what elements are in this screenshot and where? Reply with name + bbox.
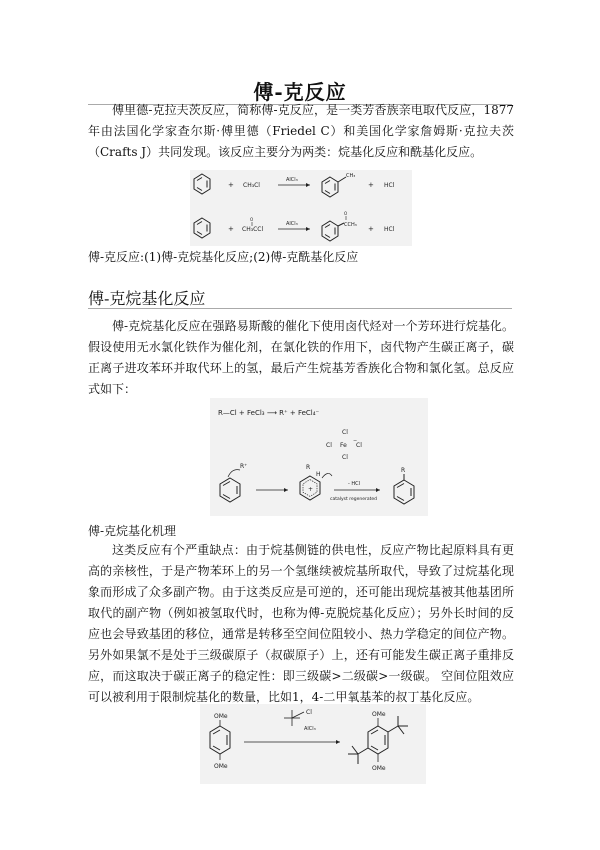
- benzene-ring-start: [220, 478, 240, 502]
- mechanism-scheme: [210, 398, 428, 516]
- tert-butylation-scheme: [200, 704, 426, 784]
- benzene-ring-reactant-2: [194, 218, 210, 238]
- byproduct-label: HCl: [384, 182, 395, 189]
- plus-sign: +: [228, 225, 234, 233]
- section-divider: [88, 308, 512, 309]
- plus-sign: +: [368, 181, 374, 189]
- mechanism-paragraph: 傅-克烷基化反应在强路易斯酸的催化下使用卤代烃对一个芳环进行烷基化。假设使用无水氯化铁作为催化剂，在氯化铁的作用下，卤代物产生碳正离子，碳正离子进攻苯环并取代环上的氢，最后产生烷基芳香族化合物和氯化氢。总反应式如下：: [88, 319, 514, 396]
- product-r: R: [401, 467, 406, 474]
- arrow-head-icon: [284, 488, 288, 492]
- electron-arrow-icon: [228, 470, 240, 477]
- plus-sign: +: [368, 225, 374, 233]
- product-substituent: CCH₃: [344, 222, 357, 228]
- benzene-ring-reactant-1: [194, 174, 210, 194]
- arrow-head-icon: [336, 740, 340, 744]
- mechanism-figure: [210, 398, 428, 516]
- arrow-head-icon: [306, 183, 310, 187]
- electron-arrow-icon: [322, 473, 332, 478]
- page-title: 傅-克反应: [253, 80, 347, 104]
- reagent-label: CH₃Cl: [243, 182, 260, 189]
- intermediate-h: H: [316, 471, 321, 478]
- arrow-head-icon: [306, 227, 310, 231]
- benzene-ring-product-2: [322, 221, 344, 241]
- carbocation-label: R⁺: [240, 463, 248, 470]
- byproduct-label: HCl: [384, 226, 395, 233]
- reaction-figure: [190, 170, 412, 246]
- iron-center: Fe: [340, 442, 347, 449]
- section-heading: 傅-克烷基化反应: [88, 289, 206, 308]
- reagent-label: CH₃CCl: [242, 226, 264, 233]
- figure-caption: 傅-克烷基化机理: [88, 524, 177, 538]
- hcl-loss-label: - HCl: [348, 481, 361, 487]
- chlorine-label: Cl: [306, 709, 312, 716]
- product-substituent: CH₃: [346, 173, 356, 179]
- tert-butyl-chloride: [284, 710, 304, 726]
- figure-caption: 傅-克反应:(1)傅-克烷基化反应;(2)傅-克酰基化反应: [88, 250, 359, 264]
- limitations-paragraph: 这类反应有个严重缺点：由于烷基侧链的供电性，反应产物比起原料具有更高的亲核性，于是产物苯环上的另一个氢继续被烷基所取代，导致了过烷基化现象而形成了众多副产物。由于这类反应是可逆的，还可能出现烷基被其他基团所取代的副产物（例如被氢取代时，也称为傅-克脱烷基化反应）；另外长时间的反应也会导致基团的移位，通常是转移至空间位阻较小、热力学稳定的间位产物。另外如果氯不是处于三级碳原子（叔碳原子）上，还有可能发生碳正离子重排反应，而这取决于碳正离子的稳定性：即三级碳>二级碳>一级碳。 空间位阻效应可以被利用于限制烷基化的数量，比如1，4-二甲氧基苯的叔丁基化反应。: [88, 543, 514, 704]
- methoxy-top: OMe: [214, 713, 228, 720]
- tert-butylation-figure: [200, 704, 426, 784]
- iron-charge: −: [353, 438, 358, 444]
- benzene-ring-product: [394, 474, 414, 504]
- product-methoxy-top: OMe: [372, 711, 386, 718]
- carbonyl-oxygen: O: [250, 217, 254, 222]
- product-methoxy-bottom: OMe: [372, 765, 386, 772]
- catalyst-label: AlCl₃: [286, 221, 298, 227]
- intermediate-r: R: [306, 464, 311, 471]
- catalyst-label: AlCl₃: [286, 177, 298, 183]
- chloride-right: Cl: [356, 442, 362, 449]
- intro-paragraph: 傅里德-克拉夫茨反应，简称傅-克反应，是一类芳香族亲电取代反应，1877年由法国化学家查尔斯·傅里德（Friedel C）和美国化学家詹姆斯·克拉夫茨（Crafts J）共同发现。该反应主要分为两类：烷基化反应和酰基化反应。: [88, 103, 514, 159]
- chloride-top: Cl: [342, 429, 348, 436]
- dimethoxybenzene-ring: [210, 726, 230, 754]
- catalyst-label: AlCl₃: [304, 726, 316, 732]
- ionization-equation: R—Cl + FeCl₃ ⟶ R⁺ + FeCl₄⁻: [218, 409, 320, 417]
- plus-sign: +: [228, 181, 234, 189]
- chloride-left: Cl: [326, 442, 332, 449]
- intermediate-charge: +: [308, 486, 314, 493]
- methoxy-bottom: OMe: [214, 763, 228, 770]
- benzene-ring-product-1: [322, 177, 346, 197]
- carbonyl-oxygen: O: [344, 211, 348, 216]
- chloride-bottom: Cl: [342, 454, 348, 461]
- reaction-scheme: [190, 170, 412, 246]
- arrow-head-icon: [376, 488, 380, 492]
- catalyst-regenerated-label: catalyst regenerated: [330, 497, 377, 502]
